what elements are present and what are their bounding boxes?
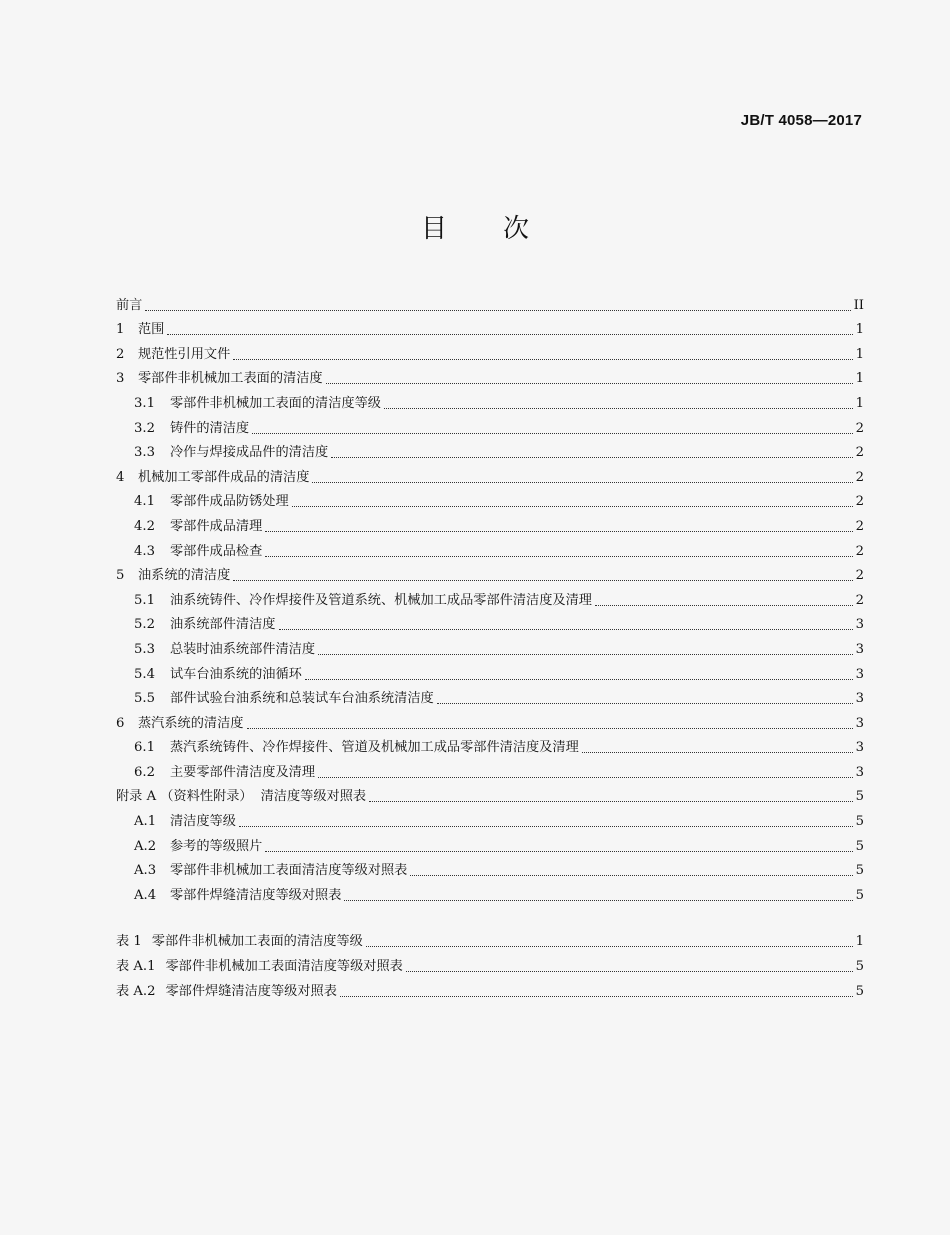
toc-entry-label: 清洁度等级对照表 [260, 789, 367, 805]
toc-entry-number: 3.1 [134, 395, 155, 411]
toc-entry-label: 零部件焊缝清洁度等级对照表 [165, 983, 337, 999]
dot-leader [331, 457, 852, 458]
toc-entry-page: 2 [855, 592, 864, 608]
toc-entries [116, 289, 864, 904]
toc-entry[interactable] [116, 535, 864, 560]
toc-entry-number: 2 [116, 346, 125, 362]
toc-entry-page: 3 [855, 691, 864, 707]
dot-leader [318, 777, 853, 778]
dot-leader [595, 605, 853, 606]
table-list-entry[interactable] [116, 975, 864, 1000]
toc-entry-label: 零部件非机械加工表面清洁度等级对照表 [170, 863, 408, 879]
toc-entry[interactable] [116, 486, 864, 511]
toc-entry-number: 5.1 [134, 592, 155, 608]
toc-entry-label: 零部件非机械加工表面清洁度等级对照表 [165, 959, 403, 975]
toc-entry[interactable] [116, 781, 864, 806]
toc-entry-number: 3.3 [134, 445, 155, 461]
toc-entry-page: 3 [855, 617, 864, 633]
toc-entry-label: 铸件的清洁度 [170, 420, 250, 436]
toc-entry-label: 蒸汽系统的清洁度 [138, 715, 244, 731]
toc-entry[interactable] [116, 658, 864, 683]
table-list-entry[interactable] [116, 950, 864, 975]
toc-entry-page: 2 [855, 543, 864, 559]
dot-leader [252, 433, 852, 434]
toc-entry-number: A.3 [134, 863, 157, 879]
toc-entry-label: 规范性引用文件 [138, 346, 231, 362]
dot-leader [279, 629, 853, 630]
toc-entry-label: 蒸汽系统铸件、冷作焊接件、管道及机械加工成品零部件清洁度及清理 [170, 740, 579, 756]
toc-entry-page: 1 [855, 371, 864, 387]
page-title: 目次 [420, 214, 585, 244]
dot-leader [326, 383, 853, 384]
toc-entry-label: 零部件非机械加工表面的清洁度 [138, 371, 323, 387]
dot-leader [340, 996, 853, 997]
toc-entry[interactable] [116, 289, 864, 314]
toc-entry-number: A.1 [134, 814, 157, 830]
toc-entry-number: 表 A.2 [116, 983, 156, 999]
dot-leader [167, 334, 852, 335]
toc-entry-page: 2 [855, 469, 864, 485]
toc-entry-label: 零部件焊缝清洁度等级对照表 [170, 887, 342, 903]
dot-leader [384, 408, 853, 409]
toc-entry-label: 参考的等级照片 [170, 838, 263, 854]
toc-entry-label: 机械加工零部件成品的清洁度 [138, 469, 310, 485]
toc-entry-number: 1 [116, 322, 125, 338]
divider [116, 904, 864, 926]
toc-entry-number: 5.2 [134, 617, 155, 633]
toc-entry[interactable] [116, 805, 864, 830]
toc-entry[interactable] [116, 756, 864, 781]
dot-leader [437, 703, 853, 704]
toc-entry-label: 总装时油系统部件清洁度 [170, 641, 316, 657]
toc-entry-label: 试车台油系统的油循环 [170, 666, 302, 682]
toc-entry-number: 6.2 [134, 764, 155, 780]
toc-entry-page: 5 [855, 887, 864, 903]
toc-entry-number: 4 [116, 469, 125, 485]
toc-entry-page: 3 [855, 764, 864, 780]
dot-leader [410, 875, 852, 876]
toc-entry-page: 3 [855, 666, 864, 682]
toc-entry[interactable] [116, 560, 864, 585]
toc-entry-number: A.4 [134, 887, 157, 903]
dot-leader [265, 556, 852, 557]
toc-entry-number: A.2 [134, 838, 157, 854]
toc-entry-label: 零部件非机械加工表面的清洁度等级 [170, 395, 381, 411]
toc-entry-label: 零部件非机械加工表面的清洁度等级 [151, 934, 363, 950]
toc-entry[interactable] [116, 461, 864, 486]
toc-entry-page: 1 [855, 346, 864, 362]
toc-entry-label: 部件试验台油系统和总装试车台油系统清洁度 [170, 691, 434, 707]
toc-entry-label: 清洁度等级 [170, 814, 236, 830]
toc-entry-number: 附录 A （资料性附录） [116, 789, 253, 805]
toc-entry-label: 零部件成品防锈处理 [170, 494, 289, 510]
standard-code: JB/T 4058—2017 [740, 112, 862, 129]
toc-entry-page: 3 [855, 740, 864, 756]
toc-entry-page: 5 [855, 863, 864, 879]
toc-entry-page: 2 [855, 494, 864, 510]
toc-entry-page: 5 [855, 838, 864, 854]
toc-entry-number: 3 [116, 371, 125, 387]
toc-entry[interactable] [116, 338, 864, 363]
toc-entry[interactable] [116, 830, 864, 855]
toc-entry[interactable] [116, 387, 864, 412]
toc-entry-page: 2 [855, 568, 864, 584]
toc-entry-page: 5 [855, 814, 864, 830]
toc-entry[interactable] [116, 855, 864, 880]
toc-entry-page: 1 [855, 934, 864, 950]
dot-leader [145, 310, 850, 311]
toc-entry-number: 5 [116, 568, 125, 584]
toc-entry[interactable] [116, 879, 864, 904]
dot-leader [366, 946, 853, 947]
toc-entry-label: 零部件成品清理 [170, 518, 263, 534]
toc-entry[interactable] [116, 707, 864, 732]
toc-entry-number: 6.1 [134, 740, 155, 756]
dot-leader [406, 971, 853, 972]
toc-entry-page: 3 [855, 715, 864, 731]
toc-entry[interactable] [116, 633, 864, 658]
table-list [116, 926, 864, 1000]
toc-entry-number: 表 1 [116, 934, 142, 950]
toc-entry-page: 5 [855, 789, 864, 805]
dot-leader [305, 679, 853, 680]
toc-entry-page: 2 [855, 518, 864, 534]
toc-entry-page: 2 [855, 445, 864, 461]
toc-entry-number: 6 [116, 715, 125, 731]
toc-entry[interactable] [116, 363, 864, 388]
toc-entry-label: 冷作与焊接成品件的清洁度 [170, 445, 329, 461]
dot-leader [369, 801, 853, 802]
toc-entry[interactable] [116, 732, 864, 757]
toc-entry-page: 3 [855, 641, 864, 657]
toc-entry-number: 表 A.1 [116, 959, 156, 975]
toc-entry[interactable] [116, 510, 864, 535]
dot-leader [344, 900, 852, 901]
toc-entry-page: 1 [855, 322, 864, 338]
dot-leader [233, 580, 852, 581]
toc-entry[interactable] [116, 314, 864, 339]
toc-entry-number: 5.3 [134, 641, 155, 657]
toc-entry-number: 4.3 [134, 543, 155, 559]
dot-leader [292, 506, 853, 507]
toc-entry[interactable] [116, 437, 864, 462]
toc-entry-number: 5.5 [134, 691, 155, 707]
dot-leader [265, 851, 852, 852]
toc-entry-label: 油系统的清洁度 [138, 568, 231, 584]
toc-entry-page: 1 [855, 395, 864, 411]
toc-entry[interactable] [116, 412, 864, 437]
toc-entry-number: 4.2 [134, 518, 155, 534]
toc-entry-label: 油系统铸件、冷作焊接件及管道系统、机械加工成品零部件清洁度及清理 [170, 592, 592, 608]
dot-leader [312, 482, 852, 483]
toc-entry-label: 范围 [138, 322, 165, 338]
dot-leader [239, 826, 853, 827]
toc-entry-page: 5 [855, 959, 864, 975]
dot-leader [582, 752, 853, 753]
toc-entry[interactable] [116, 683, 864, 708]
toc-entry[interactable] [116, 609, 864, 634]
table-of-contents [116, 289, 864, 1000]
toc-entry-page: 2 [855, 420, 864, 436]
toc-entry-label: 主要零部件清洁度及清理 [170, 764, 316, 780]
dot-leader [247, 728, 853, 729]
toc-entry-number: 5.4 [134, 666, 155, 682]
toc-entry-label: 前言 [116, 297, 143, 313]
toc-entry-number: 3.2 [134, 420, 155, 436]
dot-leader [233, 359, 852, 360]
table-list-entry[interactable] [116, 926, 864, 951]
toc-entry-number: 4.1 [134, 494, 155, 510]
toc-entry[interactable] [116, 584, 864, 609]
dot-leader [318, 654, 853, 655]
dot-leader [265, 531, 852, 532]
toc-entry-page: II [853, 297, 864, 313]
toc-entry-label: 零部件成品检查 [170, 543, 263, 559]
toc-entry-page: 5 [855, 983, 864, 999]
toc-entry-label: 油系统部件清洁度 [170, 617, 276, 633]
